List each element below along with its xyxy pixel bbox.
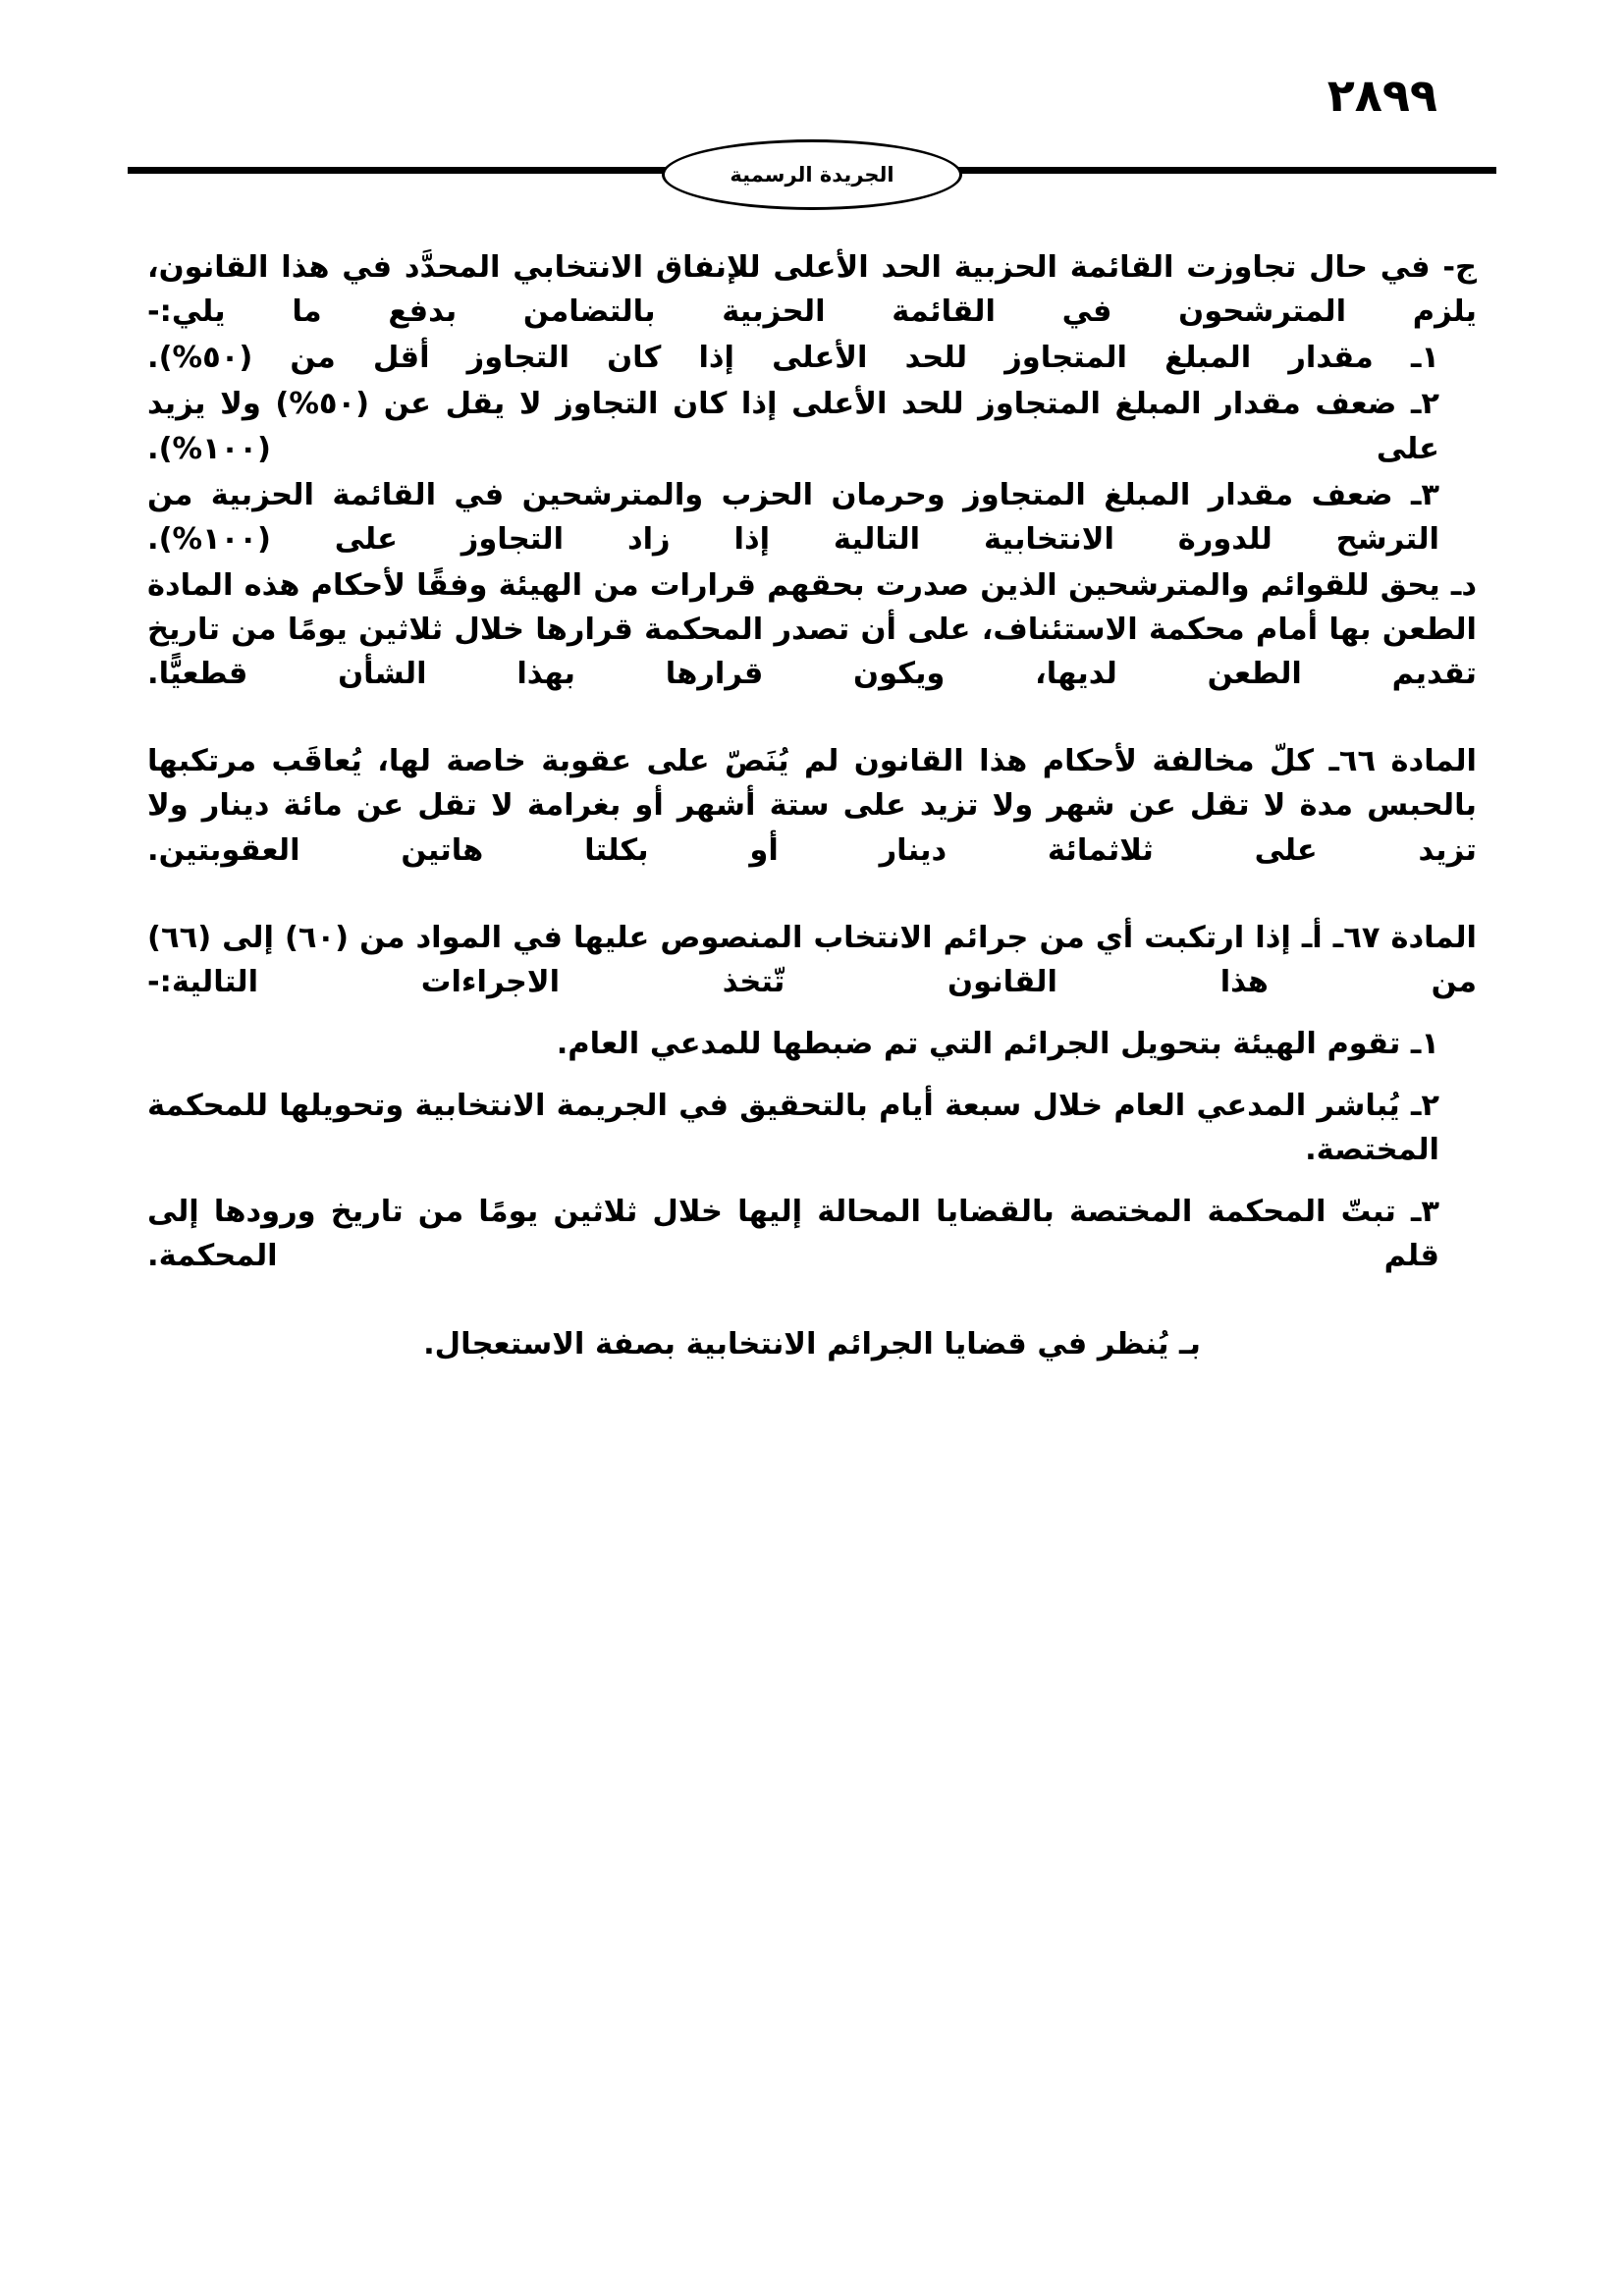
article-67-a: المادة ٦٧ـ أـ إذا ارتكبت أي من جرائم الانتخاب المنصوص عليها في المواد من (٦٠) إلى (٦٦) من هذا القانون تّتخذ الاجراءات التالية:- [147, 920, 1477, 999]
clause-c: ج- في حال تجاوزت القائمة الحزبية الحد الأعلى للإنفاق الانتخابي المحدَّد في هذا القانون، يلزم المترشحون في القائمة الحزبية بالتضامن بدفع ما يلي:- [147, 250, 1477, 330]
spacer [147, 1068, 1477, 1084]
spacer [147, 875, 1477, 916]
clause-c-item-3: ٣ـ ضعف مقدار المبلغ المتجاوز وحرمان الحزب والمترشحين في القائمة الحزبية من الترشح للدورة الانتخابية التالية إذا زاد التجاوز على (١٠٠%). [147, 477, 1439, 557]
article-67-item-3: ٣ـ تبتّ المحكمة المختصة بالقضايا المحالة إليها خلال ثلاثين يومًا من تاريخ ورودها إلى قلم المحكمة. [147, 1195, 1439, 1274]
article-67-item-1: ١ـ تقوم الهيئة بتحويل الجرائم التي تم ضبطها للمدعي العام. [556, 1026, 1439, 1061]
document-body [147, 245, 1477, 1368]
clause-b: بـ يُنظر في قضايا الجرائم الانتخابية بصفة الاستعجال. [423, 1326, 1201, 1362]
spacer [147, 698, 1477, 739]
spacer [147, 1174, 1477, 1190]
gazette-badge-label: الجريدة الرسمية [730, 163, 894, 187]
spacer [147, 1006, 1477, 1022]
gazette-badge [662, 139, 962, 210]
page-header [128, 69, 1496, 196]
clause-c-item-1: ١ـ مقدار المبلغ المتجاوز للحد الأعلى إذا كان التجاوز أقل من (٥٠%). [147, 341, 1439, 376]
page-number: ٢٨٩٩ [1326, 69, 1437, 122]
article-66: المادة ٦٦ـ كلّ مخالفة لأحكام هذا القانون لم يُنَصّ على عقوبة خاصة لها، يُعاقَب مرتكبها بالحبس مدة لا تقل عن شهر ولا تزيد على ستة أشهر أو بغرامة لا تقل عن مائة دينار ولا تزيد على ثلاثمائة دينار أو بكلتا هاتين العقوبتين. [147, 744, 1477, 868]
spacer [147, 1281, 1477, 1322]
clause-c-item-2: ٢ـ ضعف مقدار المبلغ المتجاوز للحد الأعلى إذا كان التجاوز لا يقل عن (٥٠%) ولا يزيد على (١٠٠%). [147, 387, 1439, 466]
article-67-item-2: ٢ـ يُباشر المدعي العام خلال سبعة أيام بالتحقيق في الجريمة الانتخابية وتحويلها للمحكمة المختصة. [147, 1089, 1439, 1168]
clause-d: دـ يحق للقوائم والمترشحين الذين صدرت بحقهم قرارات من الهيئة وفقًا لأحكام هذه المادة الطعن بها أمام محكمة الاستئناف، على أن تصدر المحكمة قرارها خلال ثلاثين يومًا من تاريخ تقديم الطعن لديها، ويكون قرارها بهذا الشأن قطعيًّا. [147, 567, 1477, 692]
